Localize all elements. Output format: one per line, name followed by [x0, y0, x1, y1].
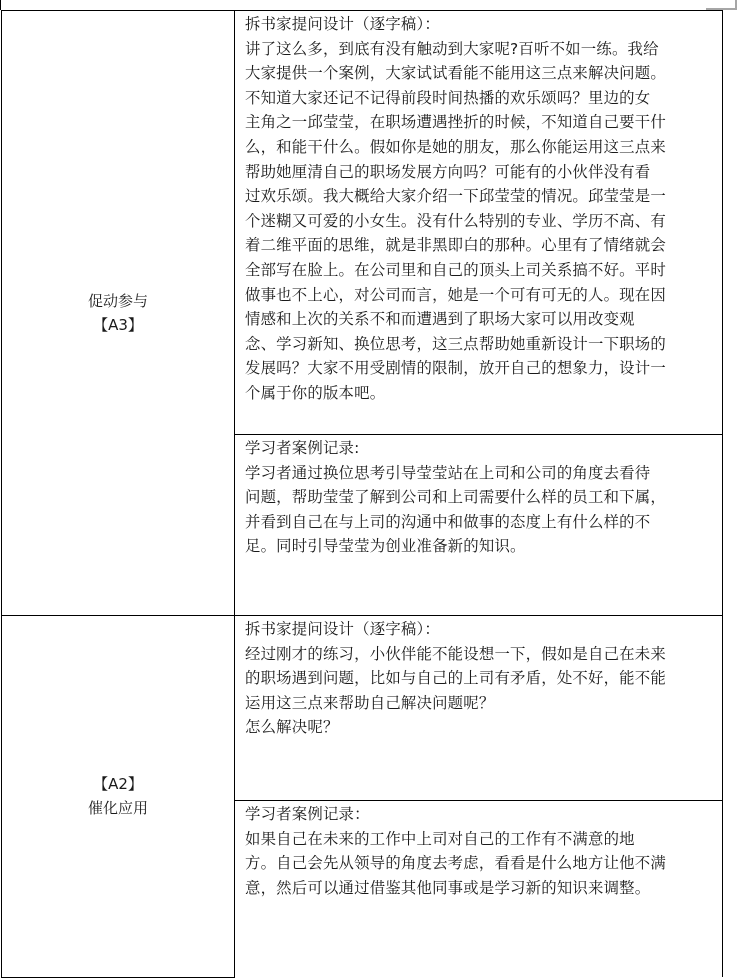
text-line: 大家提供一个案例，大家试试看能不能用这三点来解决问题。: [245, 64, 666, 83]
text-line: 意，然后可以通过借鉴其他同事或是学习新的知识来调整。: [245, 878, 651, 897]
text-line: 问题，帮助莹莹了解到公司和上司需要什么样的员工和下属，: [245, 488, 666, 507]
text-line: 不知道大家还记不记得前段时间热播的欢乐颂吗？里边的女: [245, 88, 651, 107]
design-heading: 拆书家提问设计（逐字稿）：: [245, 620, 440, 638]
text-line: 并看到自己在与上司的沟通中和做事的态度上有什么样的不: [245, 512, 651, 531]
stage-label-code: 【A2】: [93, 775, 143, 794]
page-corner-mark: [706, 0, 737, 10]
stage-label-name: 催化应用: [87, 799, 148, 818]
text-line: 如果自己在未来的工作中上司对自己的工作有不满意的地: [245, 829, 635, 848]
text-line: 做事也不上心，对公司而言，她是一个可有可无的人。现在因: [245, 285, 666, 304]
text-line: 主角之一邱莹莹，在职场遭遇挫折的时候，不知道自己要干什: [245, 113, 666, 132]
record-cell: [235, 801, 723, 978]
stage-label-cell: [2, 616, 235, 978]
design-cell: [235, 616, 723, 801]
text-line: 个迷糊又可爱的小女生。没有什么特别的专业、学历不高、有: [245, 211, 666, 230]
text-line: 念、学习新知、换位思考，这三点帮助她重新设计一下职场的: [245, 334, 666, 353]
stage-label-code: 【A3】: [93, 316, 143, 334]
page-edge-mark: [0, 0, 1, 10]
stage-label-name: 促动参与: [87, 292, 148, 310]
table-row-a2: [2, 616, 723, 801]
text-line: 的职场遇到问题，比如与自己的上司有矛盾，处不好，能不能: [245, 669, 666, 688]
text-line: 着二维平面的思维，就是非黑即白的那种。心里有了情绪就会: [245, 236, 666, 255]
text-line: 么，和能干什么。假如你是她的朋友，那么你能运用这三点来: [245, 137, 666, 156]
text-line: 个属于你的版本吧。: [245, 383, 386, 402]
design-heading: 拆书家提问设计（逐字稿）：: [245, 15, 440, 33]
text-line: 讲了这么多，到底有没有触动到大家呢?百听不如一练。我给: [245, 39, 659, 58]
text-line: 学习者通过换位思考引导莹莹站在上司和公司的角度去看待: [245, 463, 651, 482]
text-line: 运用这三点来帮助自己解决问题呢？: [245, 693, 495, 712]
text-line: 经过刚才的练习，小伙伴能不能设想一下，假如是自己在未来: [245, 644, 666, 663]
record-heading: 学习者案例记录：: [245, 805, 370, 823]
table-row-a3: [2, 11, 723, 435]
text-line: 情感和上次的关系不和而遭遇到了职场大家可以用改变观: [245, 310, 635, 329]
text-line: 怎么解决呢？: [245, 718, 339, 737]
text-line: 足。同时引导莹莹为创业准备新的知识。: [245, 537, 526, 556]
text-line: 方。自己会先从领导的角度去考虑，看看是什么地方让他不满: [245, 854, 666, 873]
text-line: 全部写在脸上。在公司里和自己的顶头上司关系搞不好。平时: [245, 260, 666, 279]
record-heading: 学习者案例记录:: [245, 439, 360, 457]
text-line: 过欢乐颂。我大概给大家介绍一下邱莹莹的情况。邱莹莹是一: [245, 187, 666, 206]
text-line: 帮助她厘清自己的职场发展方向吗？可能有的小伙伴没有看: [245, 162, 651, 181]
design-cell: [235, 11, 723, 435]
record-cell: [235, 435, 723, 616]
lesson-plan-table: [1, 10, 723, 978]
stage-label-cell: [2, 11, 235, 616]
text-line: 发展吗？大家不用受剧情的限制，放开自己的想象力，设计一: [245, 359, 666, 378]
